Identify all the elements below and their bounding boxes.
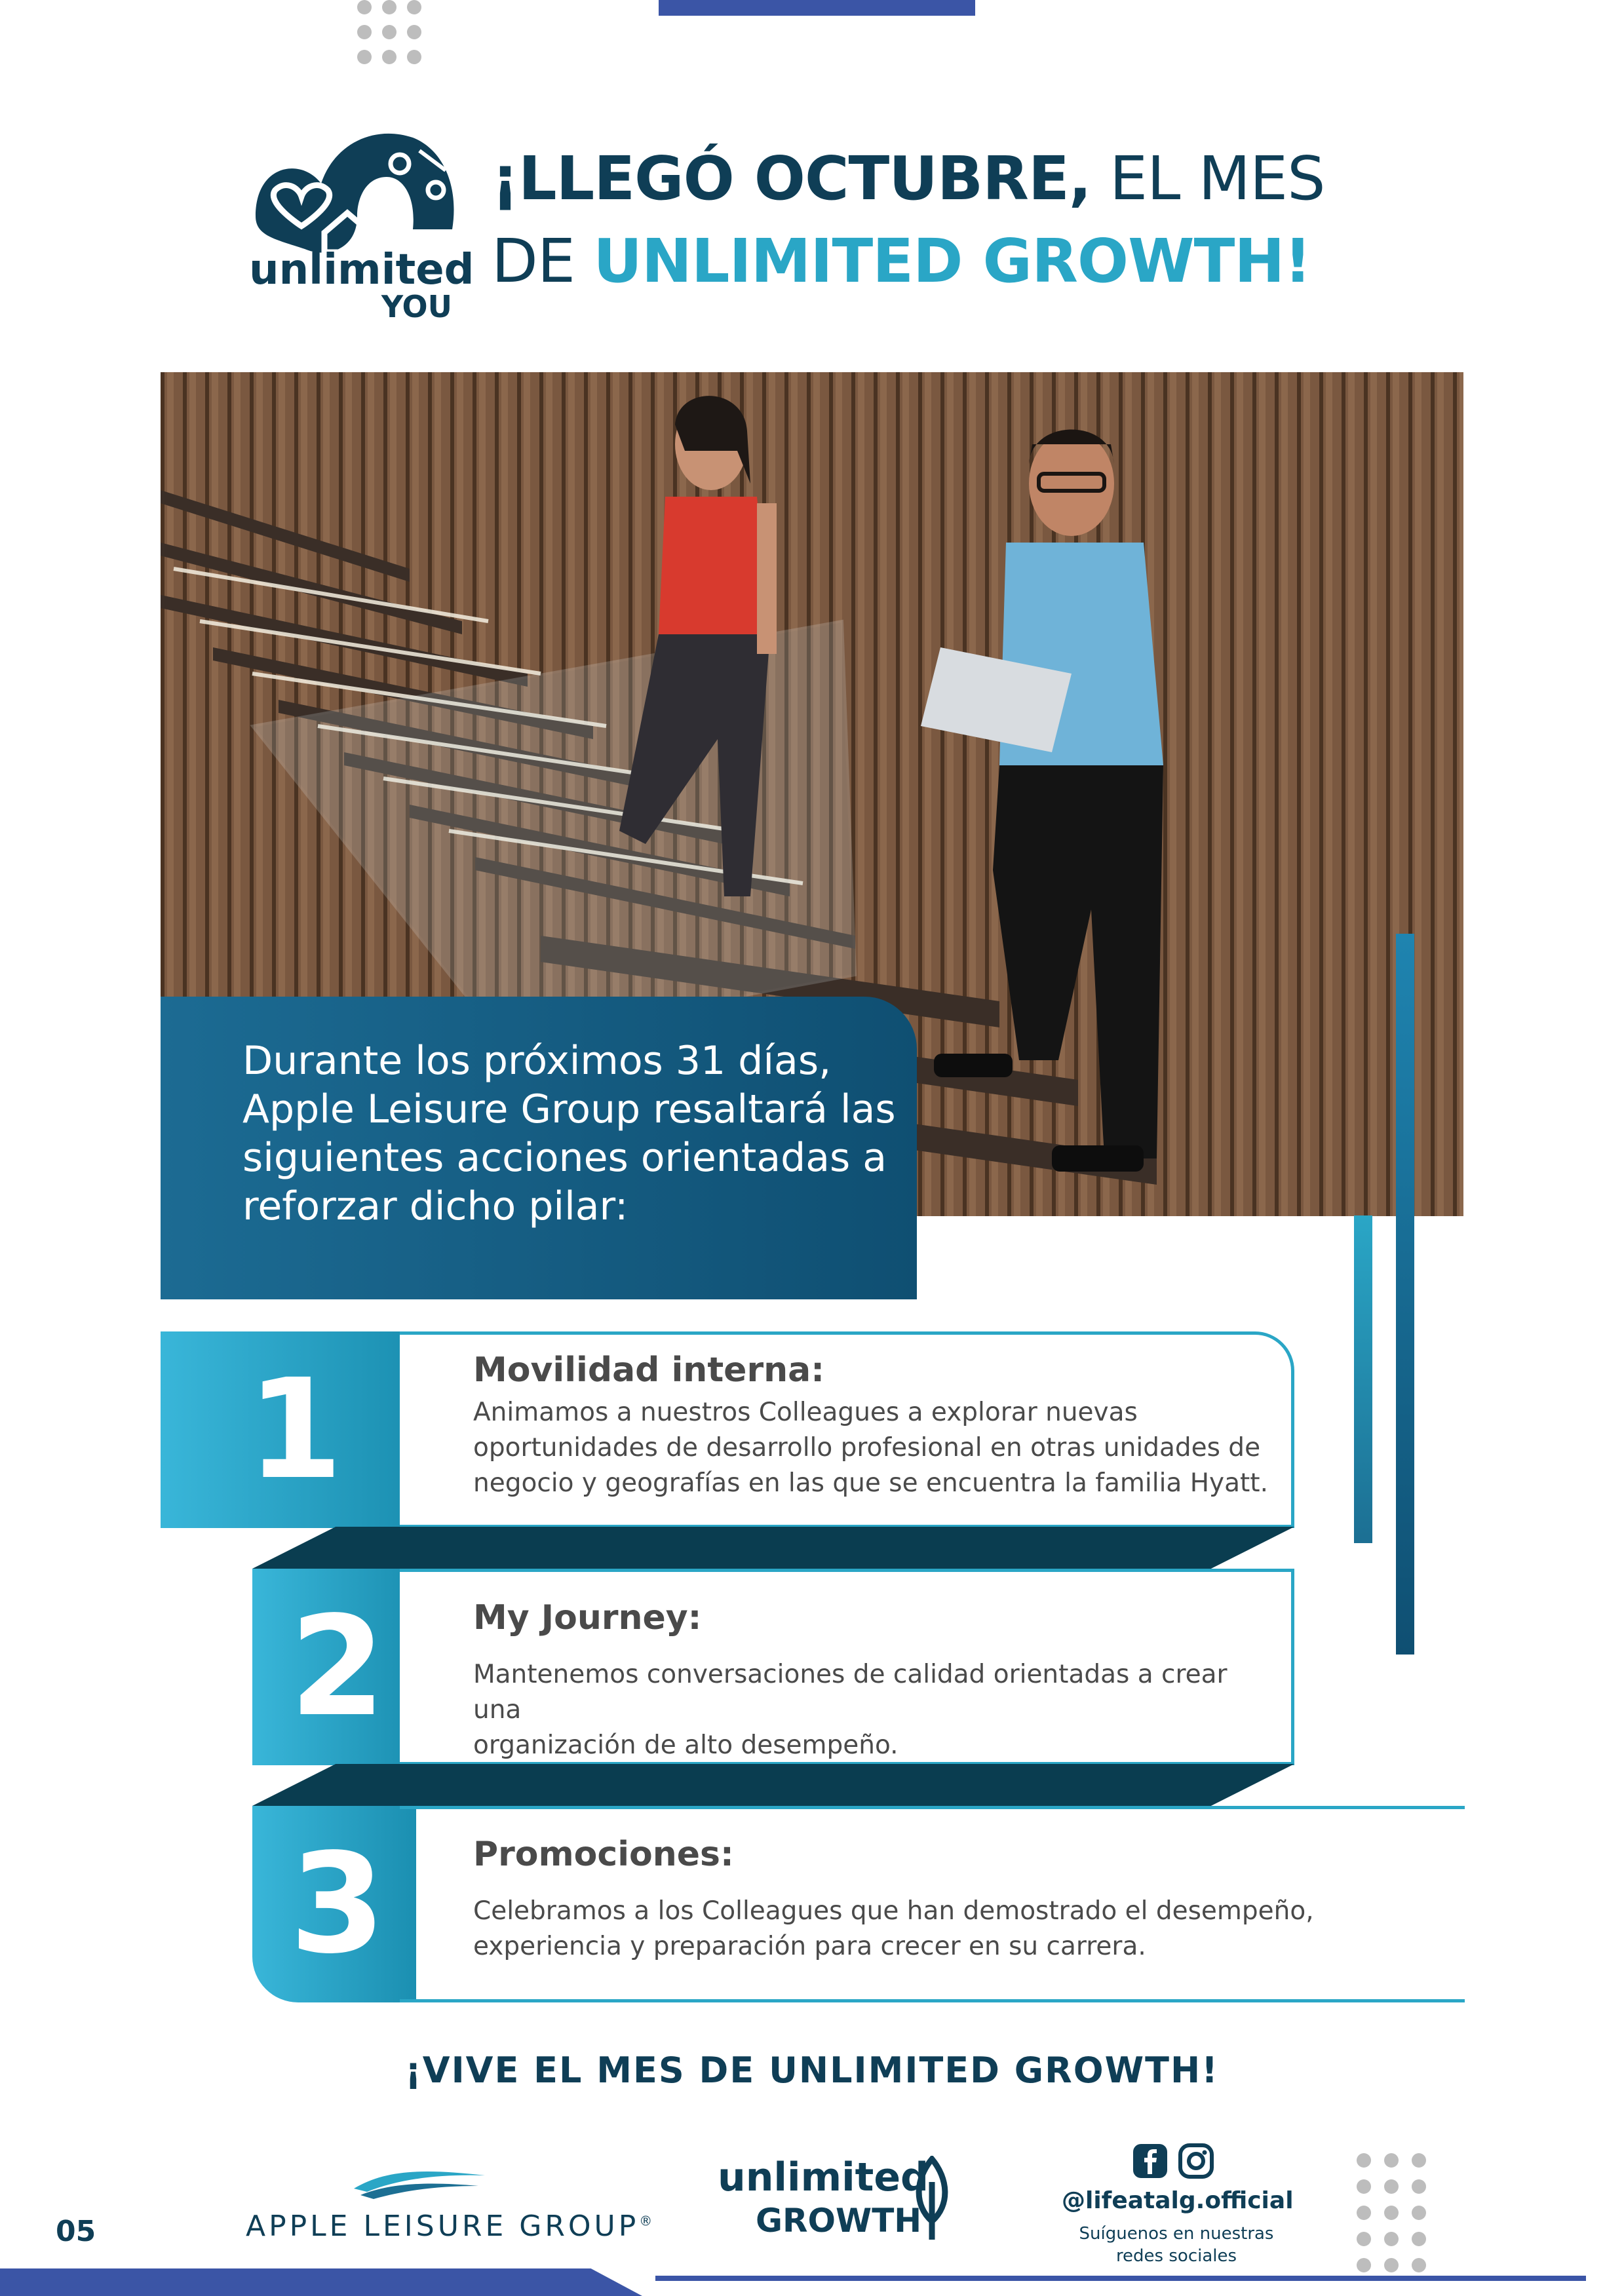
cta-heading: ¡VIVE EL MES DE UNLIMITED GROWTH!: [405, 2050, 1219, 2091]
growth-logo-text: unlimited: [718, 2154, 929, 2200]
wave-logo-icon: [347, 2162, 492, 2202]
dot-grid-top: [357, 0, 421, 64]
step-body-line: oportunidades de desarrollo profesional en otras unidades de: [473, 1433, 1261, 1463]
step-body-line: experiencia y preparación para crecer en su carrera.: [473, 1932, 1146, 1961]
step-title: My Journey:: [473, 1598, 702, 1637]
intro-text: [242, 1037, 898, 1231]
step-body-line: Animamos a nuestros Colleagues a explorar nuevas: [473, 1398, 1138, 1427]
intro-line-2: Apple Leisure Group resaltará las: [242, 1086, 896, 1132]
step-title: Promociones:: [473, 1835, 734, 1874]
step-body: [473, 1894, 1325, 1964]
title-highlight: ¡LLEGÓ OCTUBRE,: [492, 144, 1091, 214]
company-name: [246, 2210, 655, 2243]
follow-line-1: Suíguenos en nuestras: [1079, 2224, 1274, 2244]
step-body: [473, 1657, 1273, 1763]
step-number: 1: [246, 1349, 343, 1510]
vertical-accent-bar: [1396, 934, 1414, 1655]
step-body-line: negocio y geografías en las que se encuentra la familia Hyatt.: [473, 1468, 1268, 1498]
social-follow-text: [1062, 2223, 1291, 2267]
step-card-top-rule: [400, 1806, 1465, 1809]
logo-subtext: YOU: [381, 289, 452, 324]
intro-line-1: Durante los próximos 31 días,: [242, 1038, 832, 1084]
company-name-text: APPLE LEISURE GROUP: [246, 2210, 640, 2243]
facebook-icon[interactable]: [1132, 2143, 1169, 2179]
step-number-block: [252, 1806, 416, 2002]
step-card: [400, 1331, 1294, 1528]
growth-leaf-icon: [912, 2156, 952, 2241]
follow-line-2: redes sociales: [1115, 2246, 1237, 2266]
bottom-accent-bar: [0, 2268, 642, 2296]
step-body-line: Celebramos a los Colleagues que han demostrado el desempeño,: [473, 1896, 1314, 1926]
bottom-accent-line: [655, 2276, 1586, 2281]
registered-mark: ®: [639, 2213, 656, 2229]
growth-logo-subtext: GROWTH: [756, 2202, 922, 2240]
social-icons: [1132, 2143, 1224, 2182]
title-accent: UNLIMITED GROWTH!: [593, 226, 1311, 296]
title-rest: EL MES: [1091, 144, 1325, 214]
logo-text: unlimited: [249, 246, 474, 294]
step-card-bottom-rule: [400, 1999, 1465, 2002]
title-prefix: DE: [492, 226, 594, 296]
intro-line-3: siguientes acciones orientadas a: [242, 1135, 887, 1181]
instagram-icon[interactable]: [1178, 2143, 1214, 2179]
step-shelf: [252, 1527, 1294, 1569]
vertical-accent-bar: [1354, 1215, 1372, 1543]
social-handle[interactable]: @lifeatalg.official: [1062, 2187, 1294, 2214]
step-body: [473, 1395, 1273, 1501]
intro-line-4: reforzar dicho pilar:: [242, 1183, 628, 1229]
step-number: 2: [289, 1586, 386, 1747]
step-title: Movilidad interna:: [473, 1350, 824, 1390]
apple-leisure-logo: [347, 2162, 492, 2202]
step-body-line: Mantenemos conversaciones de calidad orientadas a crear una: [473, 1660, 1228, 1725]
unlimited-you-logo: [249, 118, 474, 328]
step-body-line: organización de alto desempeño.: [473, 1731, 899, 1760]
step-number: 3: [289, 1824, 386, 1984]
step-card: [400, 1569, 1294, 1765]
page-title: [492, 138, 1475, 303]
step-shelf: [252, 1764, 1294, 1806]
step-number-block: [252, 1569, 416, 1765]
page-number: 05: [56, 2215, 96, 2248]
step-number-block: [161, 1331, 416, 1528]
top-accent-bar: [659, 0, 975, 16]
dot-grid-bottom: [1357, 2153, 1426, 2272]
